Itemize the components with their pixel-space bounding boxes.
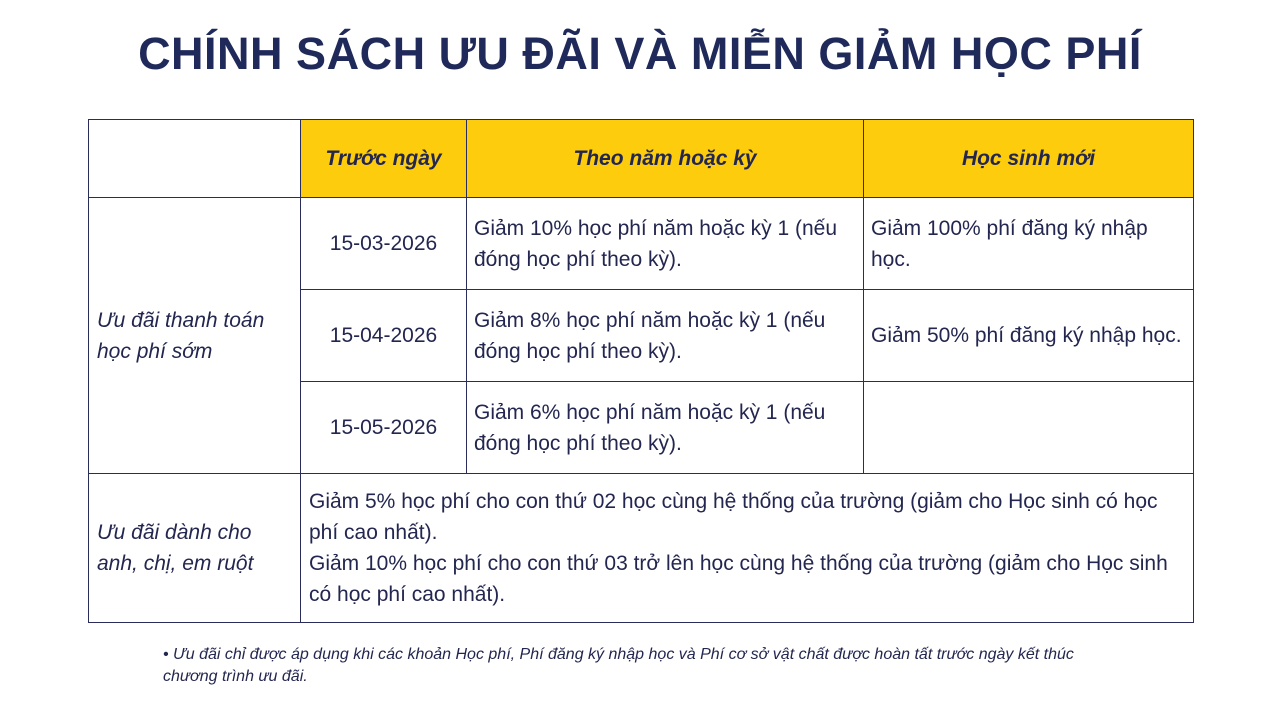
header-before-date: Trước ngày bbox=[301, 120, 467, 198]
sibling-discount-line: Giảm 10% học phí cho con thứ 03 trở lên học cùng hệ thống của trường (giảm cho Học sinh có học phí cao nhất). bbox=[309, 552, 1168, 606]
footnote: • Ưu đãi chỉ được áp dụng khi các khoản Học phí, Phí đăng ký nhập học và Phí cơ sở vật chất được hoàn tất trước ngày kết thúc chương trình ưu đãi. bbox=[163, 646, 1074, 685]
header-by-year-or-term: Theo năm hoặc kỳ bbox=[467, 120, 864, 198]
header-new-student: Học sinh mới bbox=[864, 120, 1194, 198]
sibling-label: Ưu đãi dành cho anh, chị, em ruột bbox=[89, 474, 301, 623]
row-new-student-discount bbox=[864, 382, 1194, 474]
page-title: CHÍNH SÁCH ƯU ĐÃI VÀ MIỄN GIẢM HỌC PHÍ bbox=[138, 28, 1142, 79]
header-blank-cell bbox=[89, 120, 301, 198]
row-new-student-discount: Giảm 100% phí đăng ký nhập học. bbox=[864, 198, 1194, 290]
early-payment-label: Ưu đãi thanh toán học phí sớm bbox=[89, 198, 301, 474]
row-date: 15-04-2026 bbox=[301, 290, 467, 382]
sibling-discount-line: Giảm 5% học phí cho con thứ 02 học cùng hệ thống của trường (giảm cho Học sinh có học phí cao nhất). bbox=[309, 490, 1158, 544]
row-new-student-discount: Giảm 50% phí đăng ký nhập học. bbox=[864, 290, 1194, 382]
sibling-discount-cell bbox=[301, 474, 1194, 623]
sibling-row bbox=[89, 474, 1194, 623]
row-tuition-discount: Giảm 10% học phí năm hoặc kỳ 1 (nếu đóng học phí theo kỳ). bbox=[467, 198, 864, 290]
row-tuition-discount: Giảm 8% học phí năm hoặc kỳ 1 (nếu đóng học phí theo kỳ). bbox=[467, 290, 864, 382]
header-row bbox=[89, 120, 1194, 198]
row-date: 15-05-2026 bbox=[301, 382, 467, 474]
row-tuition-discount: Giảm 6% học phí năm hoặc kỳ 1 (nếu đóng học phí theo kỳ). bbox=[467, 382, 864, 474]
row-date: 15-03-2026 bbox=[301, 198, 467, 290]
table-row bbox=[89, 198, 1194, 290]
policy-table bbox=[88, 119, 1194, 623]
